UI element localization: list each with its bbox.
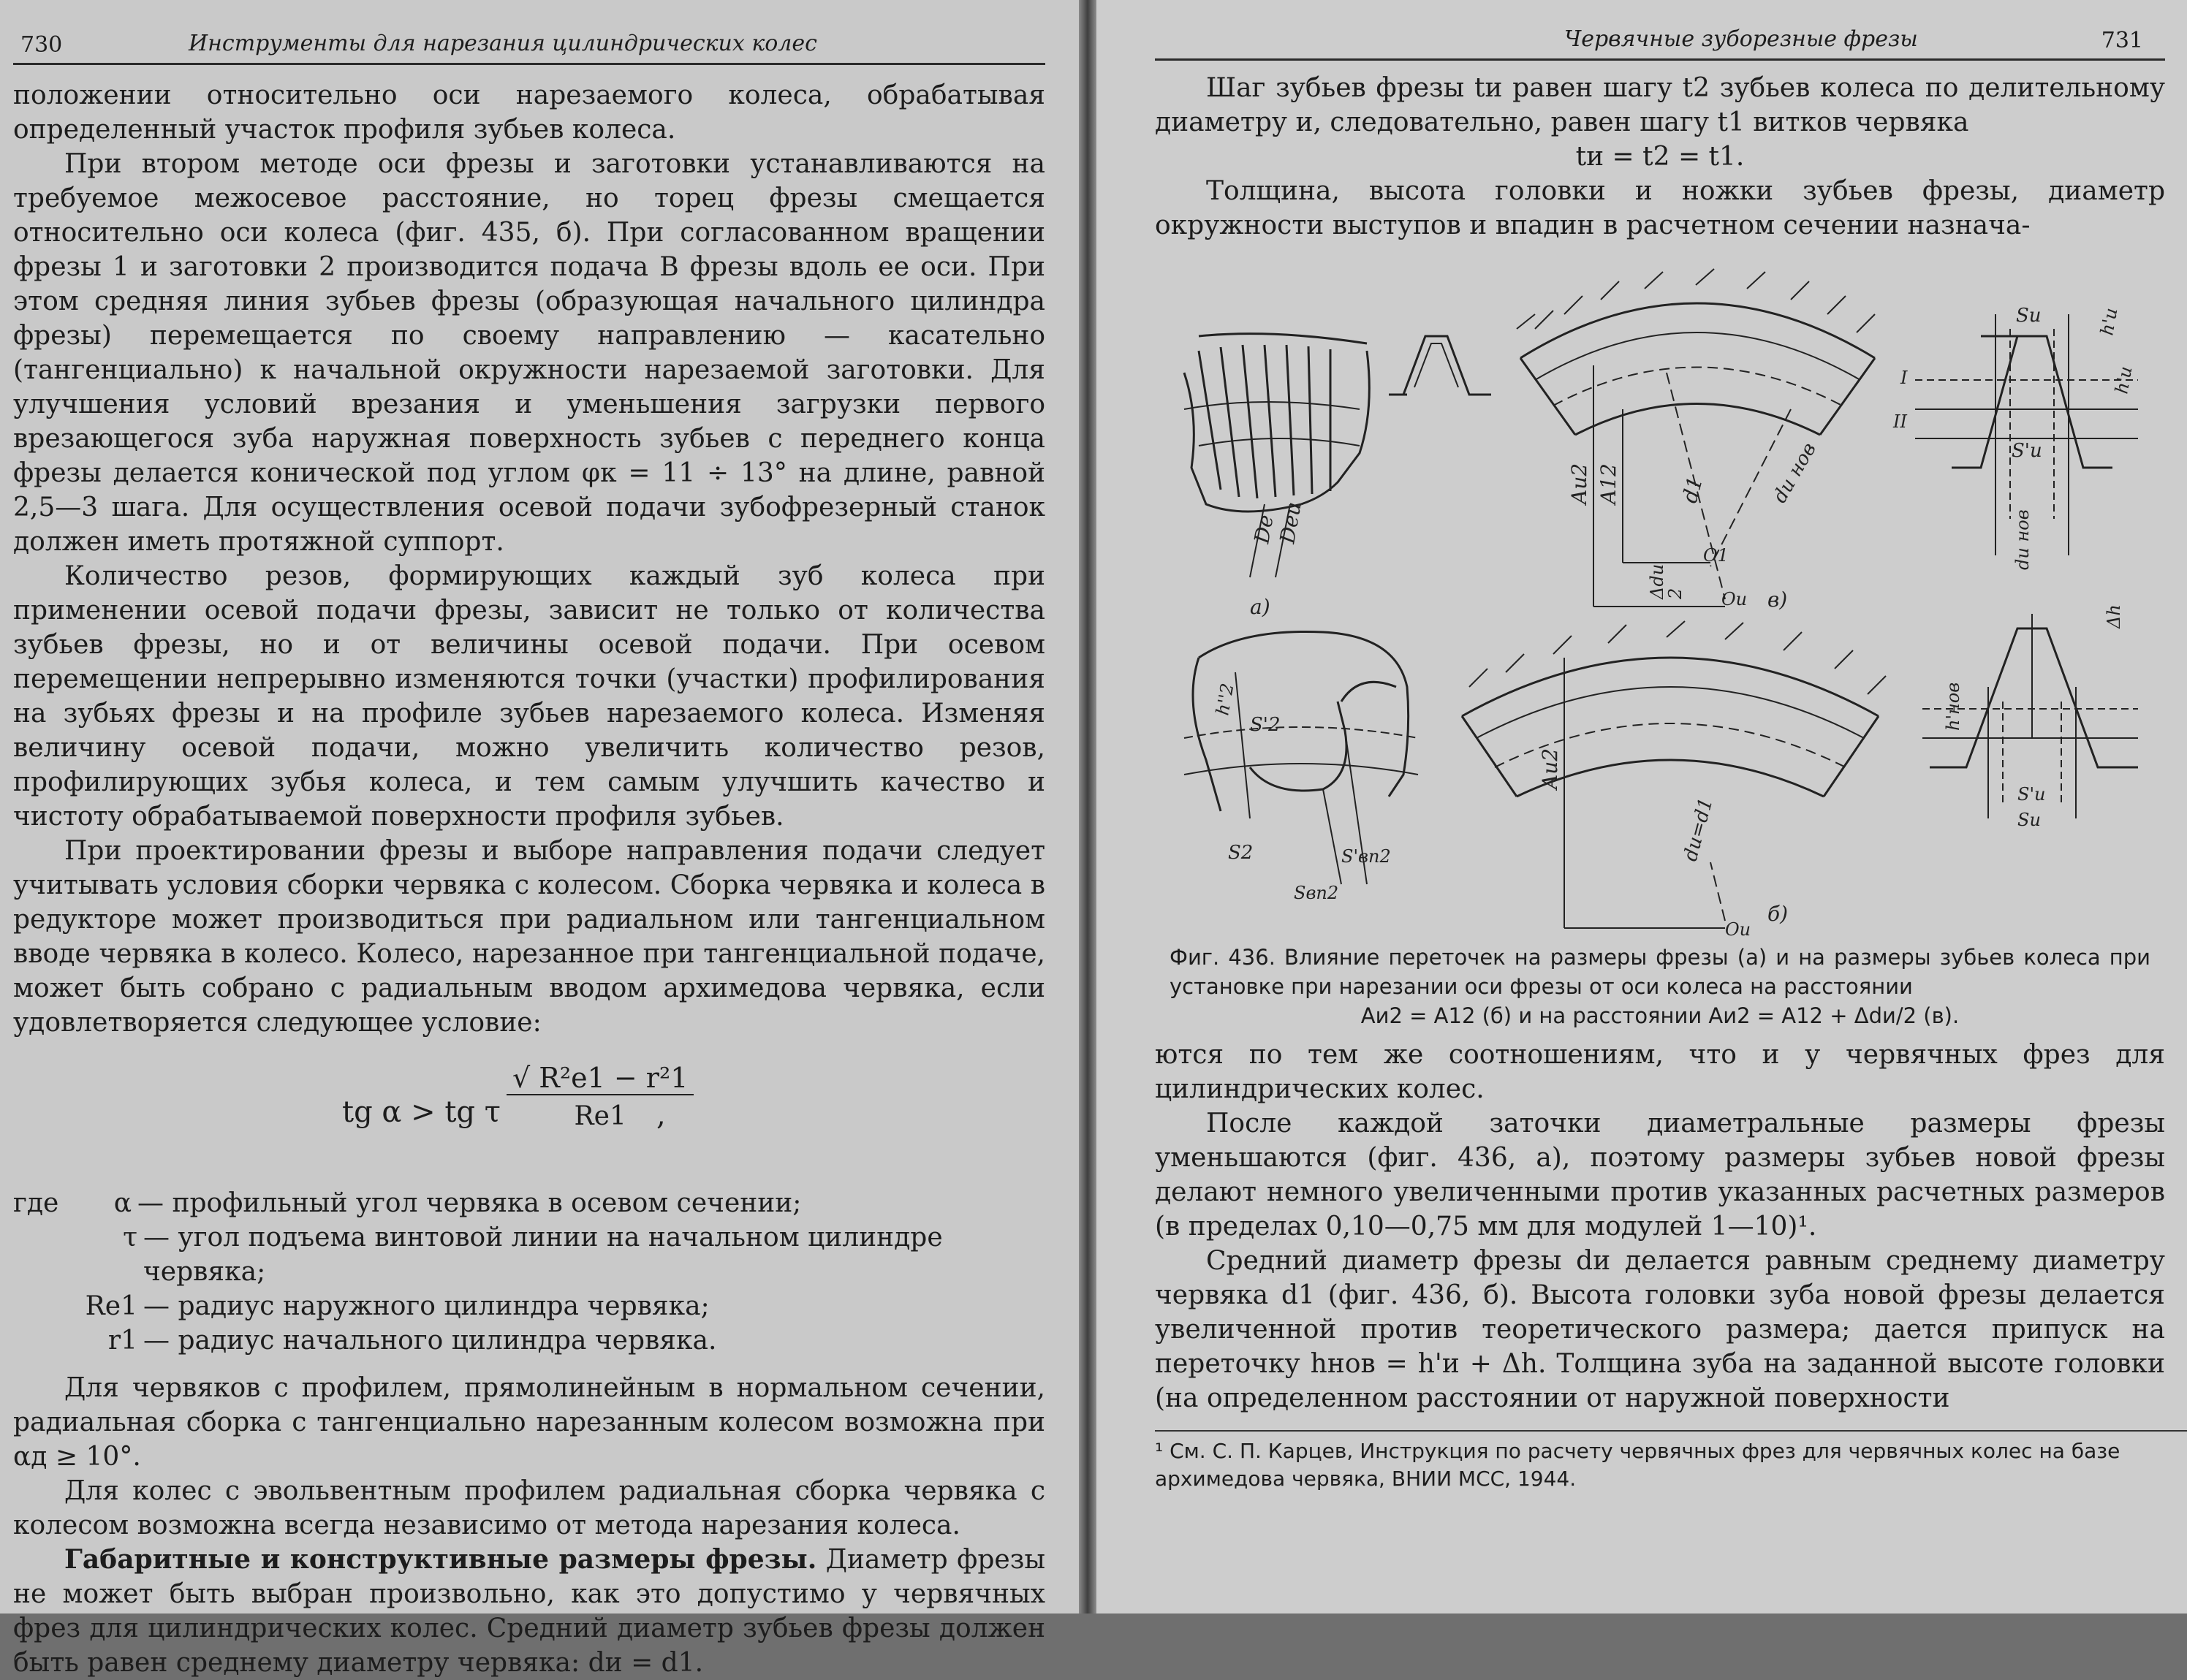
label-au2-b: Aи2 <box>1538 748 1562 789</box>
label-du-nov: dи нов <box>1769 438 1821 507</box>
label-s-vp: Sвп2 <box>1294 883 1339 903</box>
label-deu: Dеи <box>1275 500 1306 546</box>
label-figure-a: а) <box>1250 595 1270 619</box>
figure-a-hob-regrind <box>1184 334 1491 619</box>
book-gutter <box>1079 0 1096 1614</box>
definition-text: — угол подъема винтовой линии на начальном цилиндре червяка; <box>143 1223 943 1287</box>
paragraph: При проектировании фрезы и выборе направления подачи следует учитывать условия сборки червяка с колесом. Сборка червяка и колеса в редукторе может производиться при радиальном или тангенциальном вводе червяка в колесо. Колесо, нарезанное при тангенциальной подаче, может быть собрано с радиальным вводом архимедова червяка, если удовлетворяется следующее условие: <box>13 836 1045 1038</box>
pitch-formula: tи = t2 = t1. <box>1575 142 1745 172</box>
assembly-condition-formula <box>13 1062 1045 1164</box>
label-ou-v: Oи <box>1721 589 1748 609</box>
caption-line-2: Aи2 = A12 (б) и на расстоянии Aи2 = A12 + Δdи/2 (в). <box>1360 1003 1960 1028</box>
label-o1: O1 <box>1703 545 1729 566</box>
caption-line-1: Фиг. 436. Влияние переточек на размеры фрезы (а) и на размеры зубьев колеса при установке при нарезании оси фрезы от оси колеса на расстоянии <box>1170 945 2150 999</box>
footnote-text: ¹ См. С. П. Карцев, Инструкция по расчету червячных фрез для червячных колес на базе архимедова червяка, ВНИИ МСС, 1944. <box>1155 1439 2120 1491</box>
definition-text: — профильный угол червяка в осевом сечении; <box>137 1188 802 1218</box>
label-figure-v: в) <box>1767 588 1788 612</box>
right-page <box>1096 0 2187 1614</box>
label-delta-du: Δdи <box>1647 563 1667 599</box>
label-s2-prime: S'2 <box>1250 714 1281 736</box>
label-figure-b: б) <box>1767 902 1789 926</box>
definition-symbol: α <box>113 1188 132 1218</box>
figure-v-arc-section <box>1517 269 1875 612</box>
label-su-prime-bottom: S'и <box>2017 784 2046 805</box>
definition-row <box>13 1323 1045 1358</box>
right-page-text-bottom <box>1155 1038 2165 1415</box>
definition-symbol: τ <box>123 1223 137 1253</box>
running-header-right <box>1155 22 2165 61</box>
page-number-right: 731 <box>2101 28 2143 53</box>
label-du-nov-right: dи нов <box>2012 509 2033 570</box>
label-de: Dе <box>1249 513 1278 546</box>
label-s-vp-prime: S'вп2 <box>1341 846 1391 867</box>
label-su-bottom: Sи <box>2017 810 2041 830</box>
definition-row <box>13 1289 1045 1323</box>
definitions-lead: где <box>13 1188 59 1218</box>
label-h-top: h'и <box>2096 306 2122 338</box>
definition-symbol: r1 <box>107 1326 137 1356</box>
paragraph: Шаг зубьев фрезы tи равен шагу t2 зубьев колеса по делительному диаметру и, следовательно, равен шагу t1 витков червяка <box>1155 73 2165 137</box>
figure-b-arc-section <box>1462 621 1886 940</box>
figure-436-drawing <box>1155 263 2171 943</box>
label-two: 2 <box>1665 588 1686 599</box>
label-s2: S2 <box>1228 842 1254 864</box>
label-roman-two: II <box>1893 411 1907 432</box>
paragraph: Толщина, высота головки и ножки зубьев фрезы, диаметр окружности выступов и впадин в расчетном сечении назнача- <box>1155 176 2165 240</box>
definition-row <box>13 1186 1045 1220</box>
label-h-nov: h'нов <box>1943 682 1963 731</box>
right-page-text-top <box>1155 61 2165 243</box>
figure-tooth-profile-top <box>1892 305 2138 570</box>
label-au2-v: Aи2 <box>1567 463 1591 504</box>
figure-436-caption <box>1170 943 2150 1030</box>
label-h2: h''2 <box>1212 681 1238 718</box>
figure-b-wheel-teeth <box>1184 631 1418 903</box>
paragraph: Для червяков с профилем, прямолинейным в нормальном сечении, радиальная сборка с тангенциально нарезанным колесом возможна при αд ≥ 10°. <box>13 1373 1045 1472</box>
paragraph-continued: ются по тем же соотношениям, что и у червячных фрез для цилиндрических колес. <box>1155 1040 2165 1104</box>
definition-symbol: Re1 <box>85 1291 137 1321</box>
label-roman-one: I <box>1900 368 1908 388</box>
page-number-left: 730 <box>20 32 63 58</box>
label-du-d1: dи=d1 <box>1679 795 1718 864</box>
footnote <box>1155 1430 2187 1493</box>
label-su-prime-top: S'и <box>2012 440 2042 462</box>
section-heading: Габаритные и конструктивные размеры фрезы. <box>64 1544 817 1575</box>
paragraph-continued: положении относительно оси нарезаемого колеса, обрабатывая определенный участок профиля зубьев колеса. <box>13 80 1045 145</box>
left-page <box>0 0 1079 1678</box>
paragraph: При втором методе оси фрезы и заготовки устанавливаются на требуемое межосевое расстояние, но торец фрезы смещается относительно оси колеса (фиг. 435, б). При согласованном вращении фрезы 1 и заготовки 2 производится подача B фрезы вдоль ее оси. При этом средняя линия зубьев фрезы (образующая начального цилиндра фрезы) перемещается по своему направлению — касательно (тангенциально) к начальной окружности нарезаемой заготовки. Для улучшения условий врезания и уменьшения загрузки первого врезающегося зуба наружная поверхность зубьев с переднего конца фрезы делается конической под углом φк = 11 ÷ 13° на длине, равной 2,5—3 шага. Для осуществления осевой подачи зубофрезерный станок должен иметь протяжной суппорт. <box>13 149 1045 557</box>
symbol-definitions <box>13 1186 1045 1358</box>
paragraph: После каждой заточки диаметральные размеры фрезы уменьшаются (фиг. 436, а), поэтому размеры зубьев новой фрезы делают немного увеличенными против указанных расчетных размеров (в пределах 0,10—0,75 мм для модулей 1—10)¹. <box>1155 1109 2165 1242</box>
label-ou-b: Oи <box>1725 919 1751 940</box>
label-su-top: Sи <box>2016 305 2042 327</box>
paragraph-text: Диаметр фрезы не может быть выбран произвольно, как это допустимо у червячных фрез для цилиндрических колес. Средний диаметр зубьев фрезы должен быть равен среднему диаметру червяка: dи = d1. <box>13 1545 1045 1678</box>
label-a12: A12 <box>1596 463 1621 504</box>
left-page-text-bottom <box>13 1358 1045 1680</box>
label-d1: d1 <box>1677 474 1708 506</box>
left-page-text <box>13 65 1045 1040</box>
formula-numerator: √ R²e1 − r²1 <box>507 1062 694 1095</box>
label-hu-top: h'и <box>2111 365 2137 396</box>
paragraph: Количество резов, формирующих каждый зуб колеса при применении осевой подачи фрезы, зависит не только от количества зубьев фрезы, но и от величины осевой подачи. При осевом перемещении непрерывно изменяются точки (участки) профилирования на зубьях фрезы и на профиле зубьев нарезаемого колеса. Изменяя величину осевой подачи, можно увеличить количество резов, профилирующих зубья колеса, и тем самым улучшить качество и чистоту обрабатываемой поверхности профиля зубьев. <box>13 561 1045 832</box>
formula-denominator: Re1 <box>574 1101 626 1131</box>
running-head-title-right: Червячные зуборезные фрезы <box>1564 26 1918 52</box>
paragraph: Средний диаметр фрезы dи делается равным среднему диаметру червяка d1 (фиг. 436, б). Высота головки зуба новой фрезы делается увеличенной против теоретического размера; дается припуск на переточку hнов = h'и + Δh. Толщина зуба на заданной высоте головки (на определенном расстоянии от наружной поверхности <box>1155 1246 2165 1413</box>
formula-fraction <box>507 1062 694 1131</box>
definition-text: — радиус начального цилиндра червяка. <box>143 1326 717 1356</box>
definition-row <box>13 1220 1045 1289</box>
running-head-title-left: Инструменты для нарезания цилиндрических колес <box>189 31 817 56</box>
label-delta-h: Δh <box>2104 604 2124 628</box>
formula-lhs: tg α > tg τ <box>342 1095 501 1129</box>
figure-tooth-profile-bottom <box>1922 604 2138 830</box>
paragraph <box>13 1543 1045 1680</box>
figure-436 <box>1155 263 2165 943</box>
running-header-left <box>13 26 1045 65</box>
paragraph: Для колес с эвольвентным профилем радиальная сборка червяка с колесом возможна всегда независимо от метода нарезания колеса. <box>13 1476 1045 1540</box>
formula-comma: , <box>656 1098 666 1132</box>
definition-text: — радиус наружного цилиндра червяка; <box>143 1291 710 1321</box>
